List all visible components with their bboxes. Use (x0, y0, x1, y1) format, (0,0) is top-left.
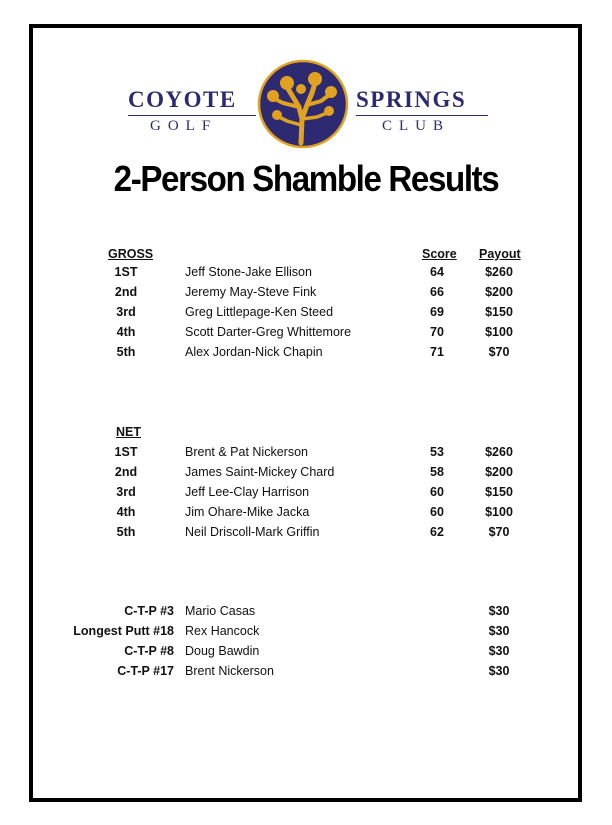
payout: $100 (485, 505, 513, 519)
payout: $30 (488, 604, 510, 618)
score: 58 (430, 465, 444, 479)
place: 5th (116, 525, 136, 539)
score: 53 (430, 445, 444, 459)
winner-name: Brent Nickerson (185, 664, 274, 678)
payout: $30 (488, 644, 510, 658)
score: 71 (430, 345, 444, 359)
team-name: Neil Driscoll-Mark Griffin (185, 525, 320, 539)
payout: $70 (488, 345, 510, 359)
event-name: C-T-P #17 (117, 664, 174, 678)
logo-right-word: SPRINGS (356, 87, 467, 112)
payout: $200 (485, 465, 513, 479)
logo-left-sub: GOLF (150, 118, 218, 134)
team-name: Jim Ohare-Mike Jacka (185, 505, 310, 519)
gross-header: GROSS (108, 247, 154, 261)
net-header: NET (116, 425, 141, 439)
logo-left-word: COYOTE (128, 87, 237, 112)
page-title: 2-Person Shamble Results (113, 158, 499, 199)
score: 62 (430, 525, 444, 539)
joshua-tree-emblem-icon (257, 59, 349, 149)
payout: $150 (485, 305, 513, 319)
team-name: Jeff Lee-Clay Harrison (185, 485, 310, 499)
team-name: Greg Littlepage-Ken Steed (185, 305, 334, 319)
place: 3rd (116, 485, 136, 499)
score: 66 (430, 285, 444, 299)
score: 70 (430, 325, 444, 339)
logo-right-rule (356, 115, 488, 116)
winner-name: Mario Casas (185, 604, 256, 618)
score: 60 (430, 505, 444, 519)
event-name: Longest Putt #18 (73, 624, 174, 638)
payout: $30 (488, 624, 510, 638)
payout: $200 (485, 285, 513, 299)
place: 4th (116, 325, 136, 339)
team-name: Alex Jordan-Nick Chapin (185, 345, 323, 359)
logo-left-rule (128, 115, 256, 116)
team-name: Jeremy May-Steve Fink (185, 285, 317, 299)
payout: $100 (485, 325, 513, 339)
winner-name: Rex Hancock (185, 624, 260, 638)
team-name: Jeff Stone-Jake Ellison (185, 265, 312, 279)
place: 2nd (114, 465, 138, 479)
place: 1ST (114, 445, 138, 459)
team-name: Scott Darter-Greg Whittemore (185, 325, 352, 339)
payout: $150 (485, 485, 513, 499)
logo-right-sub: CLUB (382, 118, 451, 134)
score-header: Score (422, 247, 457, 261)
payout: $260 (485, 445, 513, 459)
club-logo (128, 58, 488, 150)
place: 1ST (114, 265, 138, 279)
score: 60 (430, 485, 444, 499)
place: 5th (116, 345, 136, 359)
score: 69 (430, 305, 444, 319)
payout-header: Payout (479, 247, 521, 261)
event-name: C-T-P #3 (124, 604, 174, 618)
payout: $30 (488, 664, 510, 678)
place: 3rd (116, 305, 136, 319)
team-name: James Saint-Mickey Chard (185, 465, 335, 479)
score: 64 (430, 265, 444, 279)
place: 4th (116, 505, 136, 519)
payout: $70 (488, 525, 510, 539)
payout: $260 (485, 265, 513, 279)
place: 2nd (114, 285, 138, 299)
winner-name: Doug Bawdin (185, 644, 260, 658)
team-name: Brent & Pat Nickerson (185, 445, 308, 459)
event-name: C-T-P #8 (124, 644, 174, 658)
